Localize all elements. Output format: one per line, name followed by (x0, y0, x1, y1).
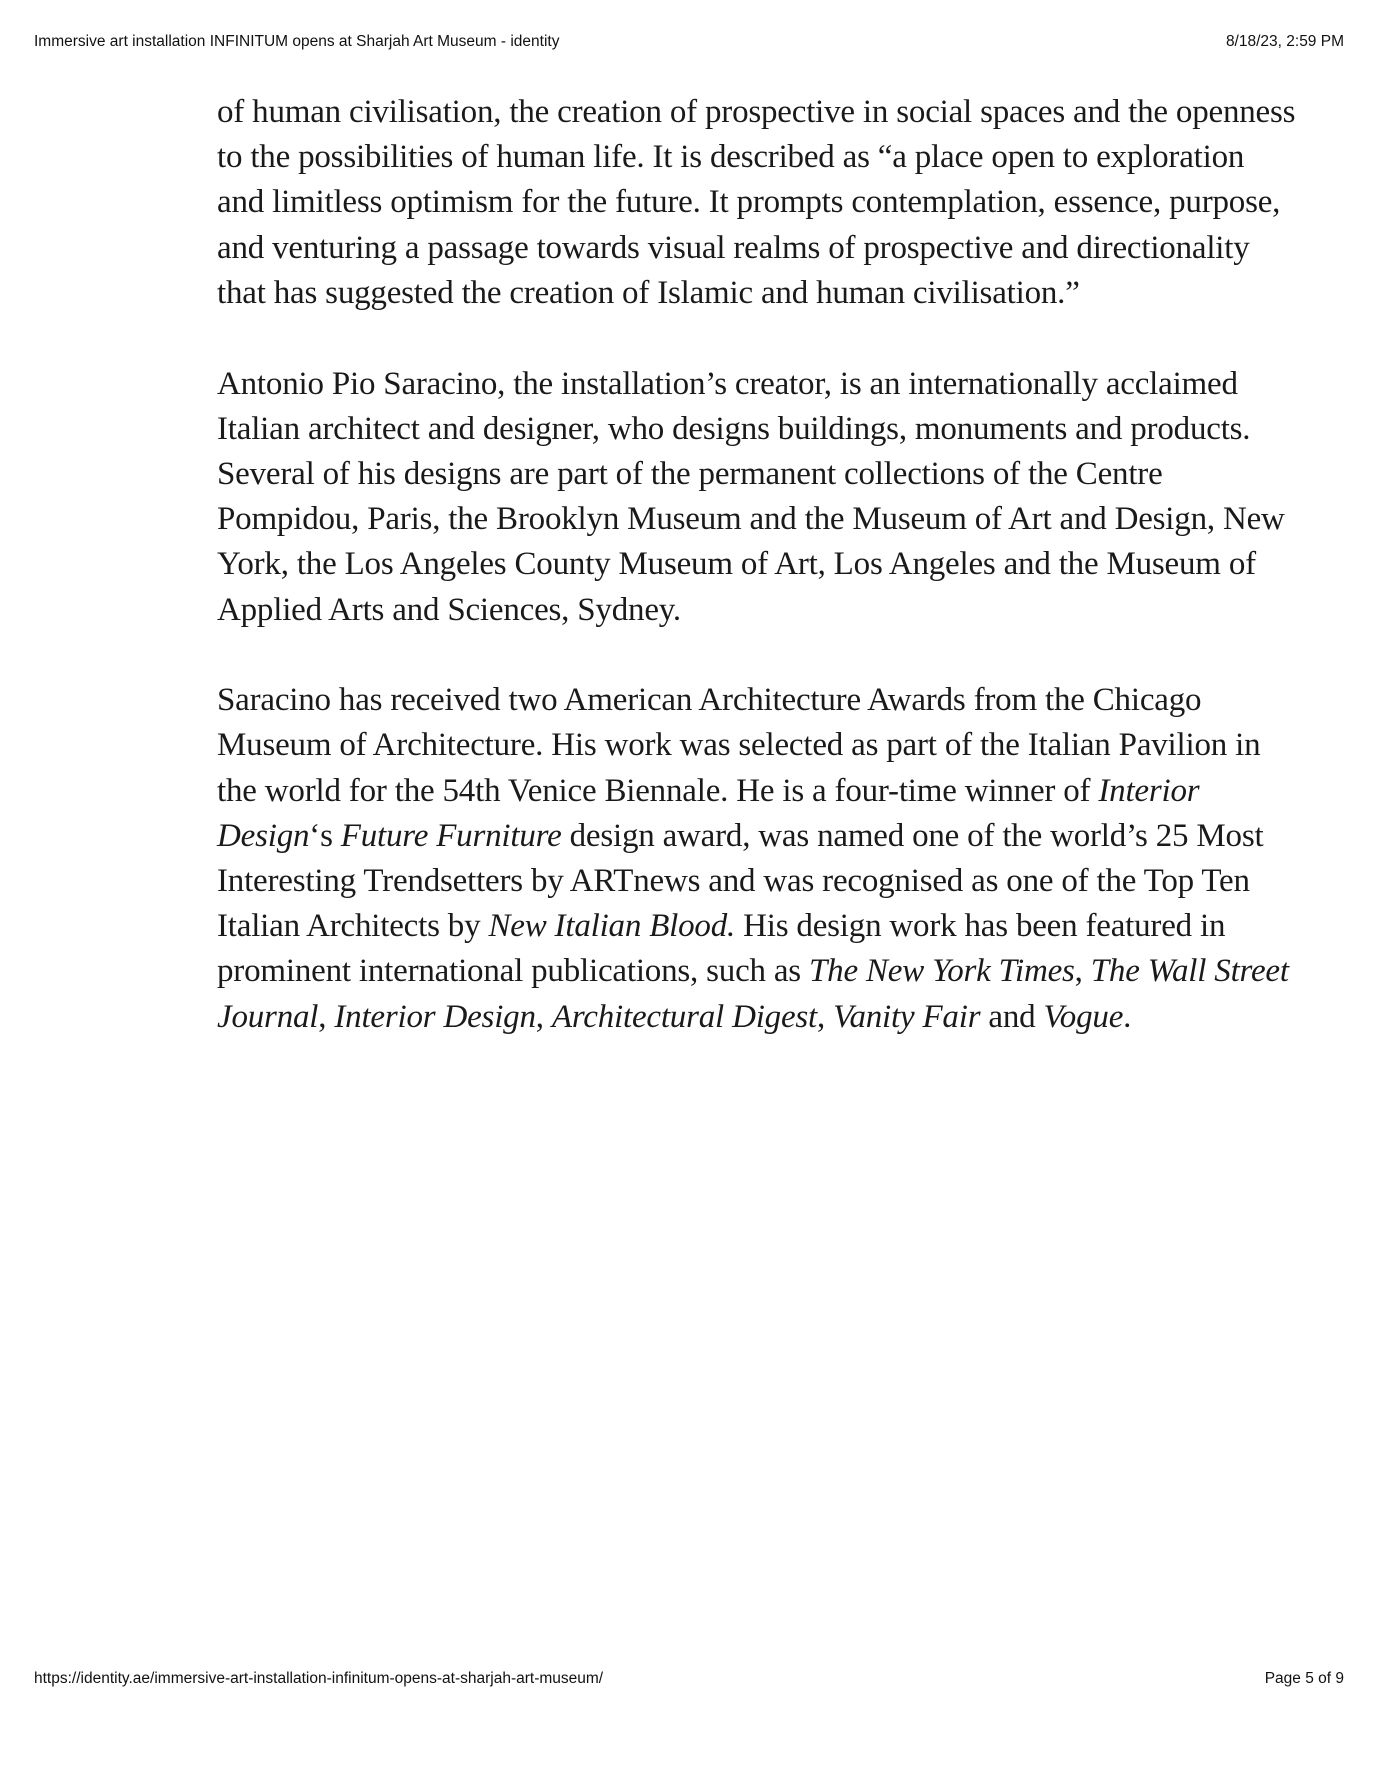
text-run: , (1074, 953, 1091, 990)
text-run: His design work has been featured in prominent international publications, such as (217, 908, 1226, 990)
print-header (34, 33, 1344, 51)
italic-architectural-digest: Architectural Digest (551, 998, 818, 1035)
text-run: , (318, 998, 335, 1035)
print-datetime: 8/18/23, 2:59 PM (1225, 33, 1344, 50)
text-run: , (817, 998, 834, 1035)
page-title: Immersive art installation INFINITUM opens at Sharjah Art Museum - identity (34, 33, 560, 50)
paragraph-awards (217, 678, 1297, 1040)
italic-future-furniture: Future Furniture (340, 817, 562, 854)
text-run: , (535, 998, 552, 1035)
text-run: Saracino has received two American Architecture Awards from the Chicago Museum of Architecture. His work was selected as part of the Italian Pavilion in the world for the 54th Venice Biennale. He is a four-time winner of (217, 682, 1261, 809)
italic-interior-design: Interior Design (217, 772, 1200, 854)
paragraph-creator-bio: Antonio Pio Saracino, the installation’s creator, is an internationally acclaimed Italian architect and designer, who designs buildings, monuments and products. Several of his designs are part of the permanent collections of the Centre Pompidou, Paris, the Brooklyn Museum and the Museum of Art and Design, New York, the Los Angeles County Museum of Art, Los Angeles and the Museum of Applied Arts and Sciences, Sydney. (217, 365, 1285, 628)
italic-wsj: The Wall Street Journal (217, 953, 1289, 1035)
italic-new-italian-blood: New Italian Blood. (488, 908, 736, 945)
italic-vogue: Vogue (1043, 998, 1124, 1035)
italic-interior-design-2: Interior Design (334, 998, 536, 1035)
page-url: https://identity.ae/immersive-art-installation-infinitum-opens-at-sharjah-art-museum/ (34, 1670, 604, 1687)
page-number: Page 5 of 9 (1264, 1670, 1344, 1687)
text-run: . (1123, 998, 1132, 1035)
print-footer (34, 1670, 1344, 1688)
text-run: ‘s (309, 817, 341, 854)
italic-vanity-fair: Vanity Fair (833, 998, 981, 1035)
text-run: and (980, 998, 1044, 1035)
text-run: design award, was named one of the world’s 25 Most Interesting Trendsetters by ARTnews and was recognised as one of the Top Ten Italian Architects by (217, 817, 1264, 945)
paragraph-infinitum-description: of human civilisation, the creation of prospective in social spaces and the openness to the possibilities of human life. It is described as “a place open to exploration and limitless optimism for the future. It prompts contemplation, essence, purpose, and venturing a passage towards visual realms of prospective and directionality that has suggested the creation of Islamic and human civilisation.” (217, 94, 1296, 311)
italic-nyt: The New York Times (809, 953, 1075, 990)
article-body (217, 90, 1297, 1085)
